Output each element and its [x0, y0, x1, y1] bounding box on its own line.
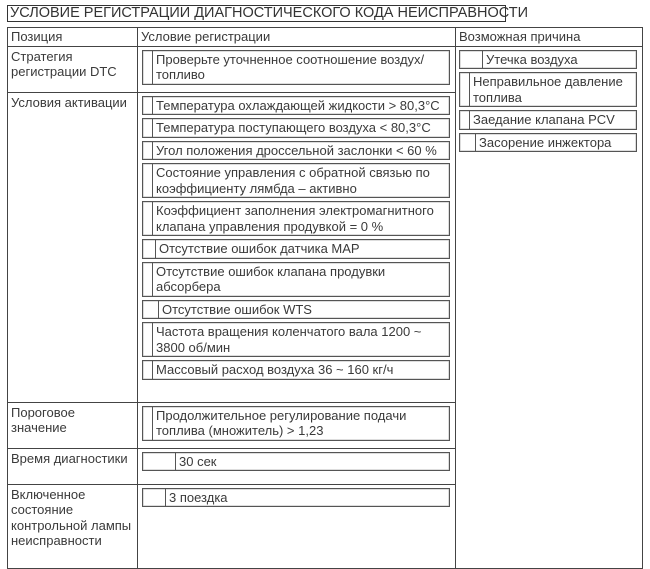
position-cell: Стратегия регистрации DTC [8, 46, 138, 92]
condition-box: 30 сек [142, 452, 450, 472]
condition-box: 3 поездка [142, 488, 450, 508]
position-cell: Условия активации [8, 92, 138, 402]
dtc-registration-table [7, 27, 643, 569]
condition-box: Проверьте уточненное соотношение воздух/ топливо [142, 50, 450, 85]
condition-cell [138, 92, 456, 402]
table-title: УСЛОВИЕ РЕГИСТРАЦИИ ДИАГНОСТИЧЕСКОГО КОДА НЕИСПРАВНОСТИ [7, 5, 506, 22]
cause-item: Неправильное давление топлива [459, 72, 637, 107]
header-cause: Возможная причина [456, 28, 643, 47]
condition-cell [138, 484, 456, 568]
position-cell: Пороговое значение [8, 402, 138, 448]
condition-cell [138, 402, 456, 448]
condition-box: Отсутствие ошибок WTS [142, 300, 450, 320]
condition-cell [138, 46, 456, 92]
cause-cell [456, 46, 643, 568]
condition-box: Температура поступающего воздуха < 80,3°C [142, 118, 450, 138]
cause-item: Заедание клапана PCV [459, 110, 637, 130]
table-header-row [8, 28, 643, 47]
condition-box: Температура охлаждающей жидкости > 80,3°C [142, 96, 450, 116]
cause-item: Засорение инжектора [459, 133, 637, 153]
table-row-strategy [8, 46, 643, 92]
condition-box: Частота вращения коленчатого вала 1200 ~ 3800 об/мин [142, 322, 450, 357]
condition-box: Отсутствие ошибок клапана продувки абсорбера [142, 262, 450, 297]
cause-item: Утечка воздуха [459, 50, 637, 70]
header-position: Позиция [8, 28, 138, 47]
condition-box: Продолжительное регулирование подачи топлива (множитель) > 1,23 [142, 406, 450, 441]
condition-box: Коэффициент заполнения электромагнитного клапана управления продувкой = 0 % [142, 201, 450, 236]
condition-box: Отсутствие ошибок датчика MAP [142, 239, 450, 259]
header-condition: Условие регистрации [138, 28, 456, 47]
condition-box: Состояние управления с обратной связью по коэффициенту лямбда – активно [142, 163, 450, 198]
condition-box: Угол положения дроссельной заслонки < 60 % [142, 141, 450, 161]
position-cell: Время диагностики [8, 448, 138, 484]
condition-box: Массовый расход воздуха 36 ~ 160 кг/ч [142, 360, 450, 380]
position-cell: Включенное состояние контрольной лампы неисправности [8, 484, 138, 568]
condition-cell [138, 448, 456, 484]
